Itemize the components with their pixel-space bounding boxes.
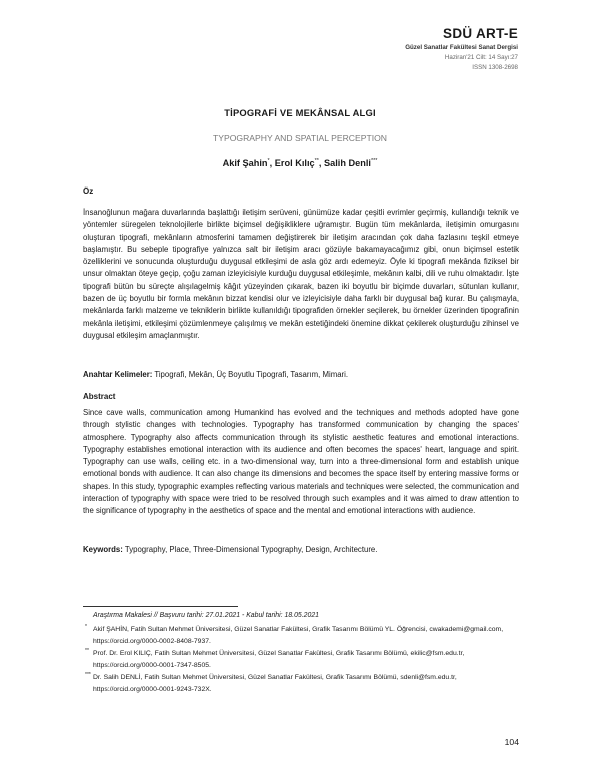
footnote-separator [83,606,238,607]
oz-heading: Öz [83,187,94,196]
journal-issn: ISSN 1308-2698 [472,64,518,71]
author-mark: ** [314,158,319,164]
author-mark: * [267,158,270,164]
journal-header [405,26,518,71]
keywords [83,545,519,554]
anahtar-kelimeler [83,370,519,379]
footnote [85,672,519,695]
abstract-heading: Abstract [83,392,116,401]
author-separator: , [269,158,275,169]
author-separator: , [318,158,324,169]
footnote-text: Akif ŞAHİN, Fatih Sultan Mehmet Üniversitesi, Güzel Sanatlar Fakültesi, Grafik Tasarımı Bölümü YL. Öğrencisi, cwakademi@gmail.com, https://orcid.org/0000-0002-8408-7937. [93,626,504,645]
footnote-mark: *** [85,672,91,678]
page-number: 104 [504,737,519,747]
anahtar-text: Tipografi, Mekân, Üç Boyutlu Tipografi, Tasarım, Mimari. [152,370,349,379]
author-name: Erol Kılıç [274,158,315,169]
footnote [85,648,519,671]
footnote [85,624,519,647]
journal-subtitle: Güzel Sanatlar Fakültesi Sanat Dergisi [405,44,518,51]
oz-text: İnsanoğlunun mağara duvarlarında başlattığı iletişim serüveni, günümüze kadar çeşitli evrimler geçirmiş, kullandığı teknik ve yöntemler süregelen teknolojilerle birlikte biçimsel değişikliklere uğramıştır. Bugün tüm mekânlarda, iletişimin omurgasını oluşturan tipografi, mekânların atmosferini tamamen değiştirerek bir iletişim aracından çok daha fazlasını teşkil etmeye başlamıştır. Bu sebeple tipografiye yalnızca salt bir iletişim aracı gözüyle bakamayacağımız gibi, onun biçimsel estetik özelliklerini ve sonucunda oluşturduğu duygusal etkileşimi de asla göz ardı edemeyiz. Öyle ki tipografi mekânda fiziksel bir unsur olmaktan öteye geçip, çoğu zaman izleyicisiyle kurduğu duygusal etkileşimle, mekânın kalbi, dili ve ruhu olmaktadır. İşte tipografi bütün bu süreçte alışılagelmiş kâğıt yüzeyinden çıkarak, bazen iki boyutlu bir biçimde duvarları, sütunları kullanır, bazen de üç boyutlu bir formla mekânın bizzat kendisi olur ve izleyicisiyle daha farklı bir duygusal bağ kurar. Bu çalışmayla, mekânlarda farklı malzeme ve tekniklerin birlikte kullanıldığı tipografiden örnekler seçilerek, bu örnekler üzerinden tipografinin mekânla iletişimi, etkileşimi çözümlenmeye çalışılmış ve mekân estetiğindeki önemine dikkat çekilerek oluşturduğu zihinsel ve duygusal etkileşim amaçlanmıştır. [83,208,519,340]
anahtar-label: Anahtar Kelimeler: [83,370,153,379]
author-mark: *** [370,158,378,164]
author-name: Akif Şahin [222,158,268,169]
article-title-en: TYPOGRAPHY AND SPATIAL PERCEPTION [213,133,387,143]
article-title-tr: TİPOGRAFİ VE MEKÂNSAL ALGI [224,107,376,118]
author-list [0,158,600,168]
footnote-text: Prof. Dr. Erol KILIÇ, Fatih Sultan Mehmet Üniversitesi, Güzel Sanatlar Fakültesi, Grafik Tasarımı Bölümü, ekilic@fsm.edu.tr, https://orcid.org/0000-0001-7347-8505. [93,650,465,669]
journal-issue: Haziran'21 Cilt: 14 Sayı:27 [444,54,518,61]
footnote-text: Dr. Salih DENLİ, Fatih Sultan Mehmet Üniversitesi, Güzel Sanatlar Fakültesi, Grafik Tasarımı Bölümü, sdenli@fsm.edu.tr, https://orcid.org/0000-0001-9243-732X. [93,674,457,693]
journal-name: SDÜ ART-E [443,26,518,41]
footnote-mark: ** [85,648,89,654]
keywords-label: Keywords: [83,545,123,554]
article-info: Araştırma Makalesi // Başvuru tarihi: 27.01.2021 - Kabul tarihi: 18.05.2021 [93,612,319,619]
keywords-text: Typography, Place, Three-Dimensional Typography, Design, Architecture. [122,545,378,554]
abstract-text: Since cave walls, communication among Humankind has evolved and the techniques and methods adopted have gone through stylistic changes with technologies. Typography has transformed communication by changing the spaces' atmosphere. Typography also affects communication through its stylistic aesthetic features and emotional interactions. Typography establishes emotional interaction with its audience and often becomes the spaces' heart, language and spirit. Typography can use walls, ceiling etc. in a two-dimensional way, turn into a three-dimensional form and establish unique emotional bonds with audience. It can also change its dimensions and becomes the space itself by entering massive forms or shapes. In this study, typographic examples reflecting various materials and techniques were selected, the communication and interaction of typography with space were tried to be resolved through such examples and it was aimed to draw attention to the significance of typography in the aesthetics of space and the mental and emotional interactions with audience. [83,408,519,516]
author-name: Salih Denli [324,158,371,169]
footnote-mark: * [85,624,87,630]
